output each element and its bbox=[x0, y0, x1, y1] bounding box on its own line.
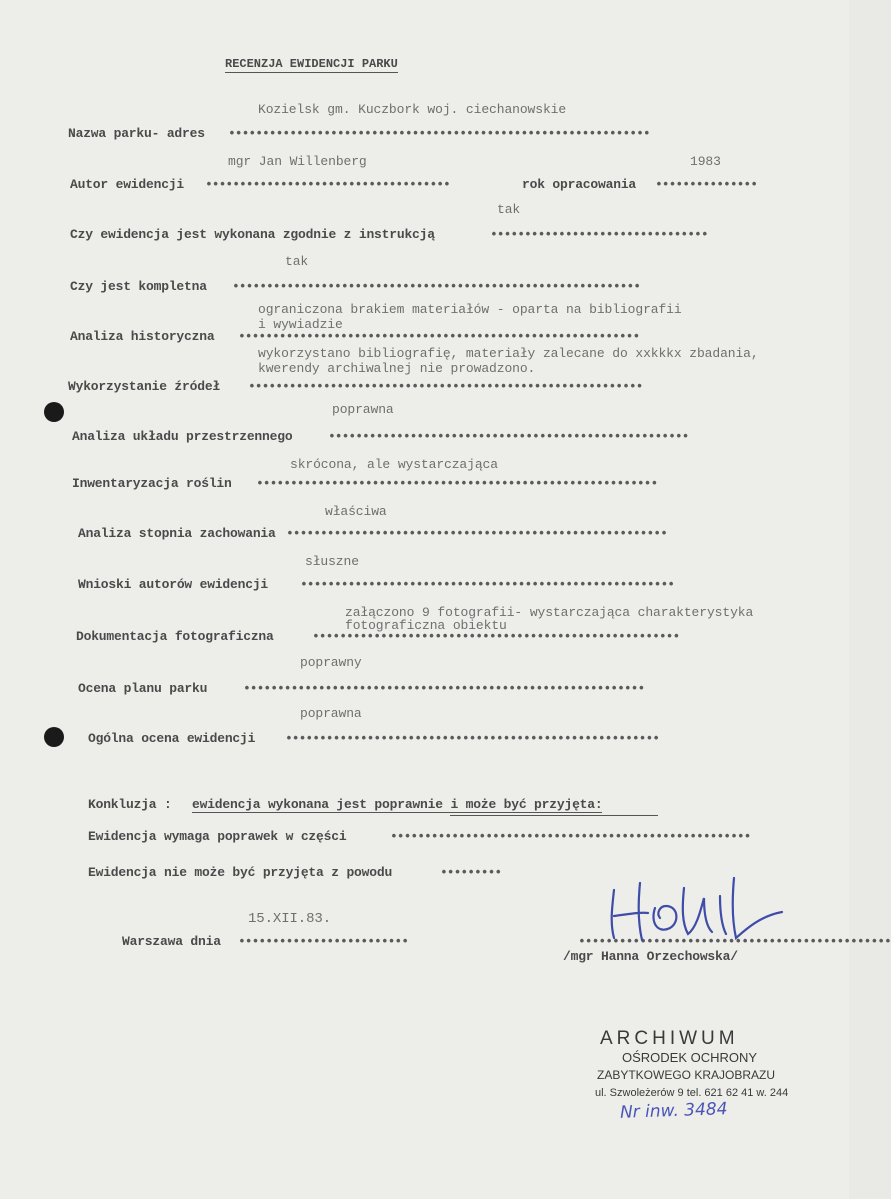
stamp-line-4: ul. Szwoleżerów 9 tel. 621 62 41 w. 244 bbox=[595, 1087, 789, 1099]
dotted-line: ••••••••••••••••••••••••• bbox=[238, 934, 409, 949]
sources-label: Wykorzystanie źródeł bbox=[68, 379, 221, 394]
layout-value: poprawna bbox=[332, 402, 394, 417]
dotted-line: •••••••••••••••••••••••••••••••••••••••••••••••••••••••••• bbox=[248, 379, 643, 394]
dotted-line: •••••••••••••••••••••••••••••••••••••••••••••••••••••• bbox=[312, 629, 680, 644]
conclusion-option-corrections: Ewidencja wymaga poprawek w części bbox=[88, 829, 347, 844]
signer-name: /mgr Hanna Orzechowska/ bbox=[563, 949, 738, 964]
stamp-inventory-number: Nr inw. 3484 bbox=[619, 1099, 728, 1123]
dotted-line: •••••••••••••••••••••••••••••••••••••••••••••••••••••••••••••• bbox=[228, 126, 650, 141]
conclusions-value: słuszne bbox=[305, 554, 359, 569]
photo-label: Dokumentacja fotograficzna bbox=[76, 629, 274, 644]
plan-label: Ocena planu parku bbox=[78, 681, 208, 696]
park-name-label: Nazwa parku- adres bbox=[68, 126, 205, 141]
dotted-line: ••••••••••••••••••••••••••••••••••••••••••••••••••••••• bbox=[285, 731, 660, 746]
park-name-value: Kozielsk gm. Kuczbork woj. ciechanowskie bbox=[258, 102, 567, 117]
signature bbox=[600, 868, 790, 948]
plants-value: skrócona, ale wystarczająca bbox=[290, 457, 498, 472]
historical-value-2: i wywiadzie bbox=[258, 317, 343, 332]
complete-label: Czy jest kompletna bbox=[70, 279, 207, 294]
conclusions-label: Wnioski autorów ewidencji bbox=[78, 577, 269, 592]
dotted-line: •••••••••••••••••••••••••••••••••••••••••••••••••••••••••••• bbox=[232, 279, 641, 294]
punch-hole bbox=[44, 402, 64, 422]
layout-label: Analiza układu przestrzennego bbox=[72, 429, 293, 444]
dotted-line: •••••••••••••••••••••••••••••••••••••••••••••••••••••••• bbox=[286, 526, 667, 541]
instruction-value: tak bbox=[497, 202, 521, 217]
sources-value-2: kwerendy archiwalnej nie prowadzono. bbox=[258, 361, 536, 376]
overall-value: poprawna bbox=[300, 706, 362, 721]
date-value: 15.XII.83. bbox=[248, 911, 332, 927]
photo-value-2: fotograficzna obiektu bbox=[345, 618, 507, 633]
dotted-line: ••••••••••••••••••••••••••••••••••••••••••••••••••••••••••• bbox=[243, 681, 645, 696]
plants-label: Inwentaryzacja roślin bbox=[72, 476, 232, 491]
dotted-line: ••••••••••••••••••••••••••••••••••••••••••••••••••••• bbox=[328, 429, 689, 444]
conclusion-option-rejected: Ewidencja nie może być przyjęta z powodu bbox=[88, 865, 393, 880]
author-label: Autor ewidencji bbox=[70, 177, 185, 192]
overall-label: Ogólna ocena ewidencji bbox=[88, 731, 256, 746]
instruction-label: Czy ewidencja jest wykonana zgodnie z instrukcją bbox=[70, 227, 435, 242]
conclusion-option-accepted: ewidencja wykonana jest poprawnie i może być przyjęta: bbox=[192, 797, 603, 812]
dotted-line: ••••••••••••••••••••••••••••••••••••••••••••••••••••••• bbox=[300, 577, 675, 592]
preservation-value: właściwa bbox=[325, 504, 387, 519]
stamp-line-3: ZABYTKOWEGO KRAJOBRAZU bbox=[597, 1068, 776, 1082]
photo-value: załączono 9 fotografii- wystarczająca charakterystyka bbox=[345, 605, 754, 620]
plan-value: poprawny bbox=[300, 655, 362, 670]
dotted-line: •••••••••••••••••••••••••••••••• bbox=[490, 227, 708, 242]
dotted-line: •••••••••••••••••••••••••••••••••••••••••••••• bbox=[578, 934, 891, 949]
dotted-line: •••••••••••••••••••••••••••••••••••• bbox=[205, 177, 450, 192]
dotted-line: ••••••••• bbox=[440, 865, 502, 880]
stamp-line-2: OŚRODEK OCHRONY bbox=[622, 1050, 758, 1065]
dotted-line: ••••••••••••••••••••••••••••••••••••••••••••••••••••• bbox=[390, 829, 751, 844]
conclusion-label: Konkluzja : bbox=[88, 797, 172, 812]
place-date-label: Warszawa dnia bbox=[122, 934, 221, 949]
historical-label: Analiza historyczna bbox=[70, 329, 215, 344]
year-label: rok opracowania bbox=[522, 177, 637, 192]
author-value: mgr Jan Willenberg bbox=[228, 154, 367, 169]
dotted-line: ••••••••••••••••••••••••••••••••••••••••••••••••••••••••••• bbox=[256, 476, 658, 491]
document-title: RECENZJA EWIDENCJI PARKU bbox=[225, 57, 398, 71]
preservation-label: Analiza stopnia zachowania bbox=[78, 526, 276, 541]
year-value: 1983 bbox=[690, 154, 721, 169]
sources-value: wykorzystano bibliografię, materiały zalecane do xxkkkx zbadania, bbox=[258, 346, 759, 361]
historical-value: ograniczona brakiem materiałów - oparta na bibliografii bbox=[258, 302, 682, 317]
dotted-line: ••••••••••••••• bbox=[655, 177, 758, 192]
underline-rule bbox=[450, 815, 658, 816]
punch-hole bbox=[44, 727, 64, 747]
stamp-archive-title: ARCHIWUM bbox=[600, 1028, 739, 1049]
complete-value: tak bbox=[285, 254, 309, 269]
dotted-line: ••••••••••••••••••••••••••••••••••••••••••••••••••••••••••• bbox=[238, 329, 640, 344]
